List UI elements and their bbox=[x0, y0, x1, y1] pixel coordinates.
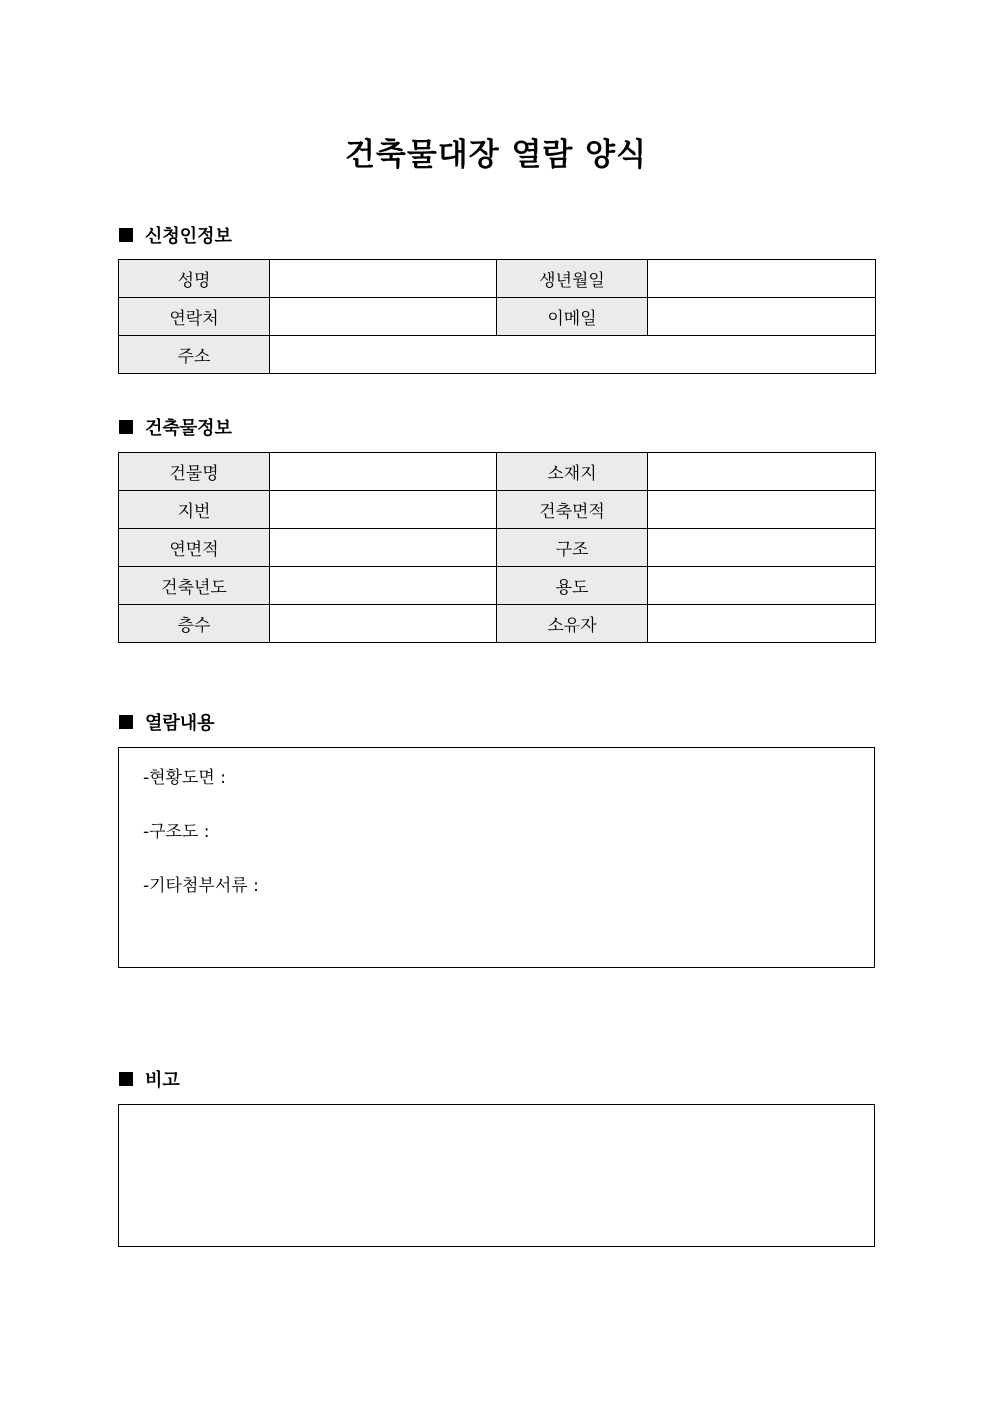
table-row bbox=[119, 529, 876, 567]
name-label: 성명 bbox=[119, 260, 270, 298]
table-row bbox=[119, 453, 876, 491]
content-box[interactable] bbox=[118, 747, 875, 968]
building-info-table bbox=[118, 452, 876, 643]
floors-label: 층수 bbox=[119, 605, 270, 643]
owner-label: 소유자 bbox=[497, 605, 648, 643]
applicant-heading-text: 신청인정보 bbox=[145, 226, 232, 247]
square-bullet-icon bbox=[119, 228, 133, 242]
owner-field[interactable] bbox=[648, 605, 876, 643]
address-label: 주소 bbox=[119, 336, 270, 374]
birthdate-label: 생년월일 bbox=[497, 260, 648, 298]
construction-year-field[interactable] bbox=[270, 567, 497, 605]
floors-field[interactable] bbox=[270, 605, 497, 643]
address-field[interactable] bbox=[270, 336, 876, 374]
table-row bbox=[119, 567, 876, 605]
table-row bbox=[119, 336, 876, 374]
building-area-label: 건축면적 bbox=[497, 491, 648, 529]
usage-field[interactable] bbox=[648, 567, 876, 605]
applicant-info-table bbox=[118, 259, 876, 374]
table-row bbox=[119, 491, 876, 529]
content-section-heading bbox=[119, 710, 215, 734]
contact-label: 연락처 bbox=[119, 298, 270, 336]
remarks-heading-text: 비고 bbox=[145, 1070, 180, 1091]
building-heading-text: 건축물정보 bbox=[145, 418, 232, 439]
current-drawing-item: -현황도면 : bbox=[143, 768, 226, 788]
contact-field[interactable] bbox=[270, 298, 497, 336]
structure-label: 구조 bbox=[497, 529, 648, 567]
email-field[interactable] bbox=[648, 298, 876, 336]
structure-field[interactable] bbox=[648, 529, 876, 567]
remarks-section-heading bbox=[119, 1067, 180, 1091]
usage-label: 용도 bbox=[497, 567, 648, 605]
table-row bbox=[119, 298, 876, 336]
birthdate-field[interactable] bbox=[648, 260, 876, 298]
remarks-box[interactable] bbox=[118, 1104, 875, 1247]
construction-year-label: 건축년도 bbox=[119, 567, 270, 605]
building-name-field[interactable] bbox=[270, 453, 497, 491]
building-name-label: 건물명 bbox=[119, 453, 270, 491]
email-label: 이메일 bbox=[497, 298, 648, 336]
other-attachments-item: -기타첨부서류 : bbox=[143, 876, 259, 896]
total-floor-area-label: 연면적 bbox=[119, 529, 270, 567]
table-row bbox=[119, 260, 876, 298]
applicant-section-heading bbox=[119, 223, 232, 247]
location-field[interactable] bbox=[648, 453, 876, 491]
content-heading-text: 열람내용 bbox=[145, 713, 215, 734]
square-bullet-icon bbox=[119, 715, 133, 729]
lot-number-field[interactable] bbox=[270, 491, 497, 529]
page-title: 건축물대장 열람 양식 bbox=[344, 137, 648, 173]
lot-number-label: 지번 bbox=[119, 491, 270, 529]
total-floor-area-field[interactable] bbox=[270, 529, 497, 567]
table-row bbox=[119, 605, 876, 643]
structure-drawing-item: -구조도 : bbox=[143, 822, 210, 842]
square-bullet-icon bbox=[119, 420, 133, 434]
square-bullet-icon bbox=[119, 1072, 133, 1086]
name-field[interactable] bbox=[270, 260, 497, 298]
location-label: 소재지 bbox=[497, 453, 648, 491]
building-section-heading bbox=[119, 415, 232, 439]
building-area-field[interactable] bbox=[648, 491, 876, 529]
